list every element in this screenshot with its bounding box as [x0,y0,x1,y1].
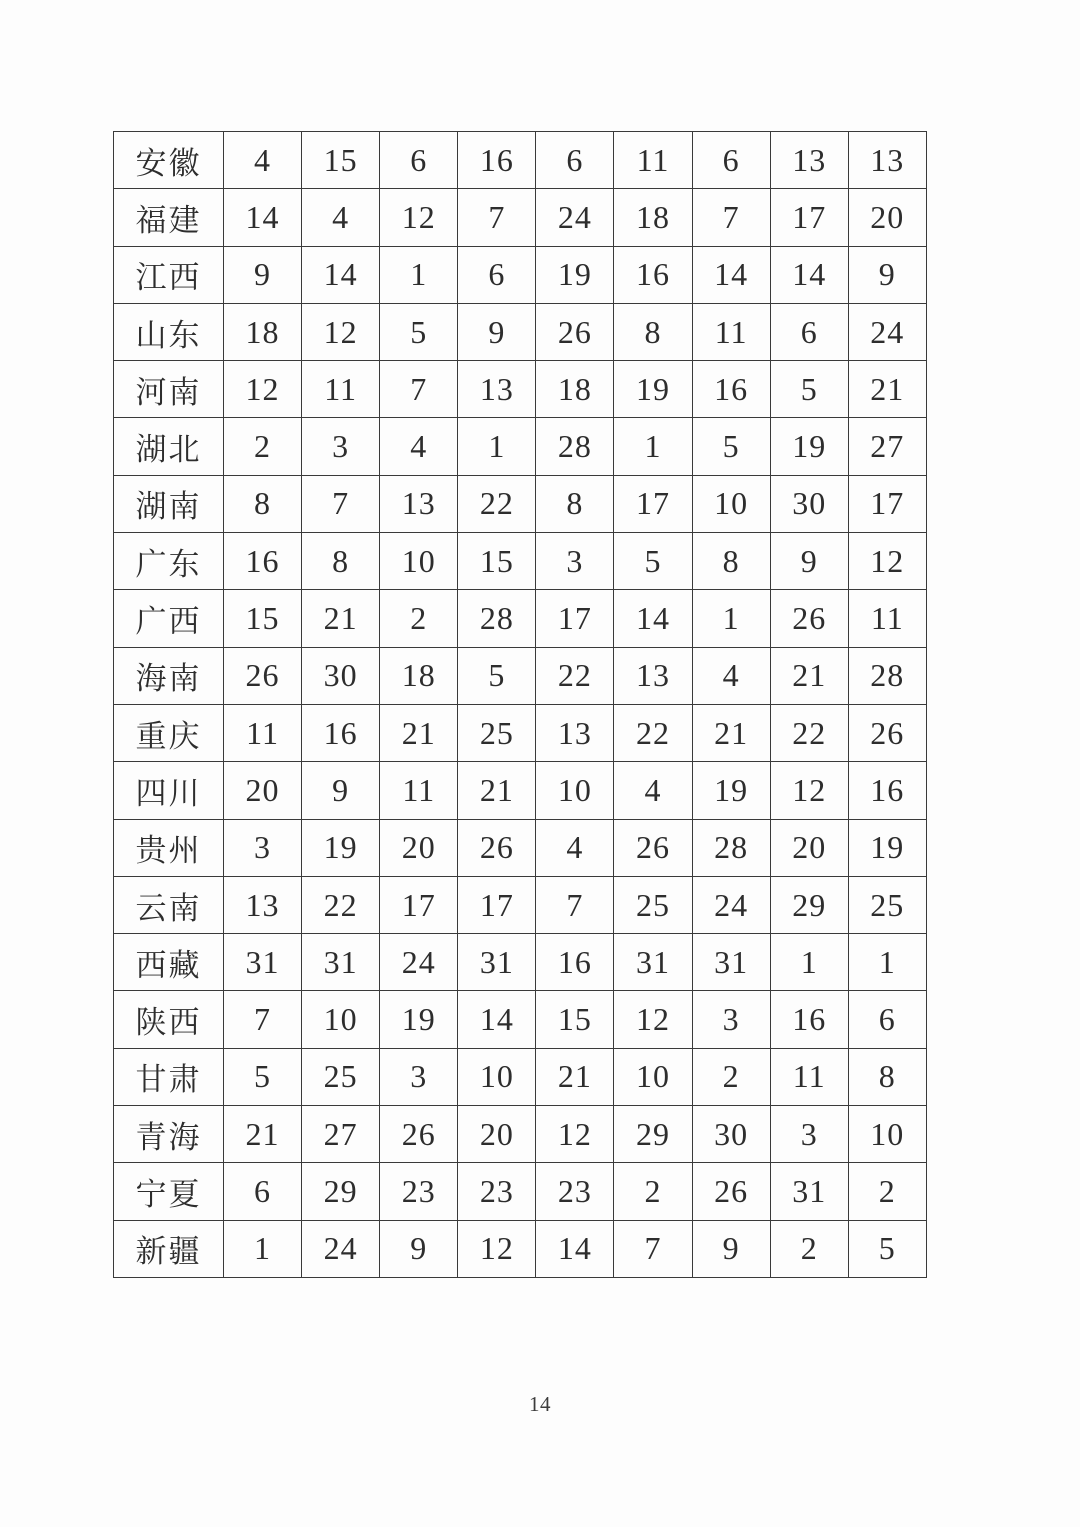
value-cell: 14 [302,246,380,303]
value-cell: 12 [614,991,692,1048]
value-cell: 31 [770,1163,848,1220]
value-cell: 20 [224,762,302,819]
province-cell: 陕西 [114,991,224,1048]
value-cell: 18 [224,303,302,360]
value-cell: 10 [458,1048,536,1105]
value-cell: 29 [614,1106,692,1163]
value-cell: 1 [770,934,848,991]
value-cell: 21 [692,704,770,761]
value-cell: 24 [536,189,614,246]
value-cell: 11 [770,1048,848,1105]
value-cell: 20 [770,819,848,876]
province-cell: 宁夏 [114,1163,224,1220]
value-cell: 25 [302,1048,380,1105]
value-cell: 7 [614,1220,692,1277]
value-cell: 16 [224,533,302,590]
province-cell: 河南 [114,361,224,418]
value-cell: 5 [380,303,458,360]
table-row [114,475,927,532]
value-cell: 8 [224,475,302,532]
value-cell: 21 [302,590,380,647]
value-cell: 2 [614,1163,692,1220]
value-cell: 1 [614,418,692,475]
value-cell: 10 [848,1106,926,1163]
value-cell: 19 [302,819,380,876]
value-cell: 14 [614,590,692,647]
value-cell: 11 [848,590,926,647]
value-cell: 9 [848,246,926,303]
value-cell: 25 [848,876,926,933]
value-cell: 3 [380,1048,458,1105]
value-cell: 16 [302,704,380,761]
value-cell: 9 [770,533,848,590]
value-cell: 20 [458,1106,536,1163]
value-cell: 10 [692,475,770,532]
value-cell: 4 [692,647,770,704]
value-cell: 12 [458,1220,536,1277]
value-cell: 8 [614,303,692,360]
value-cell: 23 [380,1163,458,1220]
value-cell: 21 [458,762,536,819]
province-cell: 四川 [114,762,224,819]
value-cell: 19 [770,418,848,475]
value-cell: 5 [458,647,536,704]
value-cell: 3 [770,1106,848,1163]
value-cell: 21 [770,647,848,704]
value-cell: 12 [848,533,926,590]
value-cell: 17 [536,590,614,647]
value-cell: 11 [380,762,458,819]
table-row [114,934,927,991]
value-cell: 13 [458,361,536,418]
value-cell: 2 [224,418,302,475]
value-cell: 12 [536,1106,614,1163]
value-cell: 26 [848,704,926,761]
value-cell: 9 [380,1220,458,1277]
province-cell: 福建 [114,189,224,246]
value-cell: 13 [848,132,926,189]
value-cell: 9 [692,1220,770,1277]
table-row [114,704,927,761]
table-row [114,1220,927,1277]
value-cell: 17 [458,876,536,933]
value-cell: 30 [302,647,380,704]
value-cell: 1 [848,934,926,991]
value-cell: 10 [536,762,614,819]
value-cell: 6 [380,132,458,189]
value-cell: 2 [380,590,458,647]
value-cell: 16 [458,132,536,189]
table-row [114,418,927,475]
value-cell: 19 [536,246,614,303]
value-cell: 7 [536,876,614,933]
value-cell: 4 [224,132,302,189]
value-cell: 14 [536,1220,614,1277]
value-cell: 15 [536,991,614,1048]
table-row [114,533,927,590]
value-cell: 19 [848,819,926,876]
value-cell: 26 [458,819,536,876]
value-cell: 12 [770,762,848,819]
province-cell: 新疆 [114,1220,224,1277]
value-cell: 14 [770,246,848,303]
value-cell: 30 [770,475,848,532]
value-cell: 6 [224,1163,302,1220]
value-cell: 22 [458,475,536,532]
table-row [114,361,927,418]
value-cell: 28 [848,647,926,704]
value-cell: 28 [458,590,536,647]
value-cell: 16 [848,762,926,819]
value-cell: 25 [614,876,692,933]
table-row [114,303,927,360]
value-cell: 9 [458,303,536,360]
value-cell: 24 [380,934,458,991]
table-row [114,1163,927,1220]
value-cell: 10 [302,991,380,1048]
table-row [114,762,927,819]
value-cell: 6 [536,132,614,189]
value-cell: 12 [380,189,458,246]
province-cell: 云南 [114,876,224,933]
value-cell: 7 [380,361,458,418]
value-cell: 30 [692,1106,770,1163]
value-cell: 7 [302,475,380,532]
value-cell: 5 [692,418,770,475]
value-cell: 26 [770,590,848,647]
value-cell: 11 [614,132,692,189]
value-cell: 14 [692,246,770,303]
value-cell: 5 [848,1220,926,1277]
province-table-body [114,132,927,1278]
province-cell: 广西 [114,590,224,647]
table-row [114,189,927,246]
value-cell: 13 [770,132,848,189]
value-cell: 18 [536,361,614,418]
value-cell: 8 [302,533,380,590]
value-cell: 15 [224,590,302,647]
province-cell: 江西 [114,246,224,303]
value-cell: 17 [848,475,926,532]
value-cell: 26 [380,1106,458,1163]
value-cell: 3 [224,819,302,876]
value-cell: 6 [770,303,848,360]
table-row [114,1048,927,1105]
value-cell: 23 [458,1163,536,1220]
province-cell: 青海 [114,1106,224,1163]
page-number: 14 [529,1392,551,1416]
value-cell: 18 [614,189,692,246]
value-cell: 31 [458,934,536,991]
value-cell: 4 [302,189,380,246]
value-cell: 31 [302,934,380,991]
value-cell: 31 [224,934,302,991]
value-cell: 10 [614,1048,692,1105]
value-cell: 28 [692,819,770,876]
value-cell: 13 [224,876,302,933]
value-cell: 24 [848,303,926,360]
value-cell: 1 [224,1220,302,1277]
value-cell: 31 [692,934,770,991]
value-cell: 15 [458,533,536,590]
value-cell: 11 [302,361,380,418]
province-table [113,131,927,1278]
province-cell: 贵州 [114,819,224,876]
value-cell: 7 [224,991,302,1048]
value-cell: 5 [614,533,692,590]
value-cell: 23 [536,1163,614,1220]
value-cell: 1 [458,418,536,475]
value-cell: 2 [692,1048,770,1105]
value-cell: 26 [692,1163,770,1220]
value-cell: 3 [302,418,380,475]
value-cell: 18 [380,647,458,704]
value-cell: 19 [614,361,692,418]
value-cell: 24 [692,876,770,933]
province-cell: 广东 [114,533,224,590]
value-cell: 20 [380,819,458,876]
value-cell: 10 [380,533,458,590]
value-cell: 17 [770,189,848,246]
value-cell: 29 [770,876,848,933]
province-cell: 西藏 [114,934,224,991]
value-cell: 12 [302,303,380,360]
value-cell: 1 [380,246,458,303]
province-cell: 重庆 [114,704,224,761]
value-cell: 16 [770,991,848,1048]
value-cell: 22 [302,876,380,933]
value-cell: 2 [848,1163,926,1220]
value-cell: 5 [770,361,848,418]
province-cell: 山东 [114,303,224,360]
value-cell: 22 [536,647,614,704]
value-cell: 11 [224,704,302,761]
value-cell: 26 [536,303,614,360]
value-cell: 22 [614,704,692,761]
value-cell: 27 [848,418,926,475]
table-row [114,991,927,1048]
value-cell: 29 [302,1163,380,1220]
province-cell: 湖南 [114,475,224,532]
value-cell: 8 [848,1048,926,1105]
value-cell: 6 [692,132,770,189]
value-cell: 7 [692,189,770,246]
value-cell: 1 [692,590,770,647]
value-cell: 19 [692,762,770,819]
value-cell: 25 [458,704,536,761]
value-cell: 13 [536,704,614,761]
value-cell: 14 [224,189,302,246]
value-cell: 13 [380,475,458,532]
value-cell: 17 [614,475,692,532]
value-cell: 22 [770,704,848,761]
value-cell: 6 [458,246,536,303]
province-cell: 甘肃 [114,1048,224,1105]
value-cell: 4 [380,418,458,475]
value-cell: 19 [380,991,458,1048]
value-cell: 8 [692,533,770,590]
value-cell: 4 [536,819,614,876]
value-cell: 3 [536,533,614,590]
value-cell: 16 [536,934,614,991]
value-cell: 3 [692,991,770,1048]
value-cell: 5 [224,1048,302,1105]
value-cell: 28 [536,418,614,475]
value-cell: 8 [536,475,614,532]
value-cell: 21 [224,1106,302,1163]
value-cell: 27 [302,1106,380,1163]
value-cell: 21 [536,1048,614,1105]
province-cell: 安徽 [114,132,224,189]
value-cell: 12 [224,361,302,418]
province-cell: 海南 [114,647,224,704]
value-cell: 16 [692,361,770,418]
value-cell: 14 [458,991,536,1048]
value-cell: 16 [614,246,692,303]
value-cell: 15 [302,132,380,189]
value-cell: 6 [848,991,926,1048]
value-cell: 13 [614,647,692,704]
table-row [114,246,927,303]
value-cell: 9 [302,762,380,819]
value-cell: 11 [692,303,770,360]
table-row [114,819,927,876]
value-cell: 26 [614,819,692,876]
value-cell: 9 [224,246,302,303]
table-row [114,876,927,933]
value-cell: 21 [380,704,458,761]
value-cell: 17 [380,876,458,933]
table-row [114,647,927,704]
value-cell: 26 [224,647,302,704]
value-cell: 7 [458,189,536,246]
value-cell: 20 [848,189,926,246]
value-cell: 21 [848,361,926,418]
value-cell: 4 [614,762,692,819]
province-cell: 湖北 [114,418,224,475]
table-row [114,590,927,647]
table-row [114,1106,927,1163]
value-cell: 2 [770,1220,848,1277]
value-cell: 24 [302,1220,380,1277]
value-cell: 31 [614,934,692,991]
table-row [114,132,927,189]
